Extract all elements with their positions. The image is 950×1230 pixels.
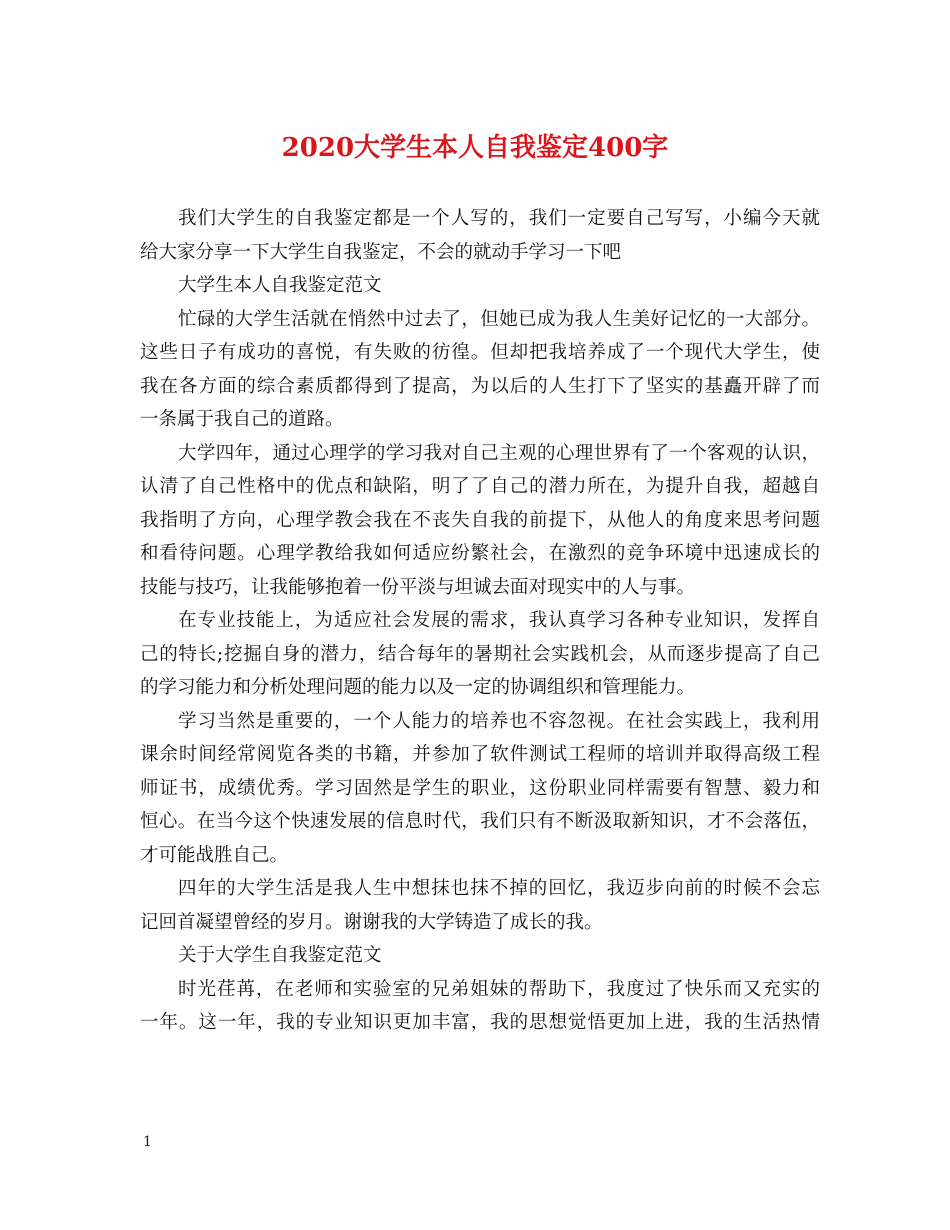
text-line: 忙碌的大学生活就在悄然中过去了，但她已成为我人生美好记忆的一大部分。	[178, 308, 820, 330]
text-line: 一条属于我自己的道路。	[140, 409, 344, 430]
document-title: 2020大学生本人自我鉴定400字	[281, 133, 669, 163]
text-line: 技能与技巧，让我能够抱着一份平淡与坦诚去面对现实中的人与事。	[140, 576, 696, 598]
page-number: 1	[143, 1134, 152, 1150]
text-line: 课余时间经常阅览各类的书籍，并参加了软件测试工程师的培训并取得高级工程	[140, 744, 820, 765]
text-line: 的学习能力和分析处理问题的能力以及一定的协调组织和管理能力。	[140, 677, 696, 698]
text-line: 才可能战胜自己。	[140, 844, 289, 866]
text-line: 关于大学生自我鉴定范文	[178, 945, 382, 966]
text-line: 大学四年，通过心理学的学习我对自己主观的心理世界有了一个客观的认识，	[178, 442, 820, 464]
text-line: 时光荏苒，在老师和实验室的兄弟姐妹的帮助下，我度过了快乐而又充实的	[178, 978, 820, 1000]
text-line: 给大家分享一下大学生自我鉴定，不会的就动手学习一下吧	[140, 241, 622, 263]
text-line: 恒心。在当今这个快速发展的信息时代，我们只有不断汲取新知识，才不会落伍，	[140, 811, 820, 832]
text-line: 我们大学生的自我鉴定都是一个人写的，我们一定要自己写写，小编今天就	[178, 208, 820, 229]
text-line: 在专业技能上，为适应社会发展的需求，我认真学习各种专业知识，发挥自	[178, 610, 820, 631]
text-line: 己的特长;挖掘自身的潜力，结合每年的暑期社会实践机会，从而逐步提高了自己	[140, 643, 820, 665]
text-line: 大学生本人自我鉴定范文	[178, 275, 382, 296]
text-line: 一年。这一年，我的专业知识更加丰富，我的思想觉悟更加上进，我的生活热情	[140, 1012, 820, 1033]
document-body	[140, 202, 820, 1040]
text-line: 我在各方面的综合素质都得到了提高，为以后的人生打下了坚实的基矗开辟了而	[140, 375, 820, 397]
text-line: 学习当然是重要的，一个人能力的培养也不容忽视。在社会实践上，我利用	[178, 710, 820, 732]
text-line: 和看待问题。心理学教给我如何适应纷繁社会，在激烈的竞争环境中迅速成长的	[140, 543, 820, 564]
text-line: 我指明了方向，心理学教会我在不丧失自我的前提下，从他人的角度来思考问题	[140, 509, 820, 531]
text-line: 这些日子有成功的喜悦，有失败的彷徨。但却把我培养成了一个现代大学生，使	[140, 342, 820, 363]
text-line: 四年的大学生活是我人生中想抹也抹不掉的回忆，我迈步向前的时候不会忘	[178, 878, 820, 899]
text-line: 记回首凝望曾经的岁月。谢谢我的大学铸造了成长的我。	[140, 911, 603, 933]
text-line: 认清了自己性格中的优点和缺陷，明了了自己的潜力所在，为提升自我，超越自	[140, 476, 820, 497]
text-line: 师证书，成绩优秀。学习固然是学生的职业，这份职业同样需要有智慧、毅力和	[140, 777, 820, 799]
